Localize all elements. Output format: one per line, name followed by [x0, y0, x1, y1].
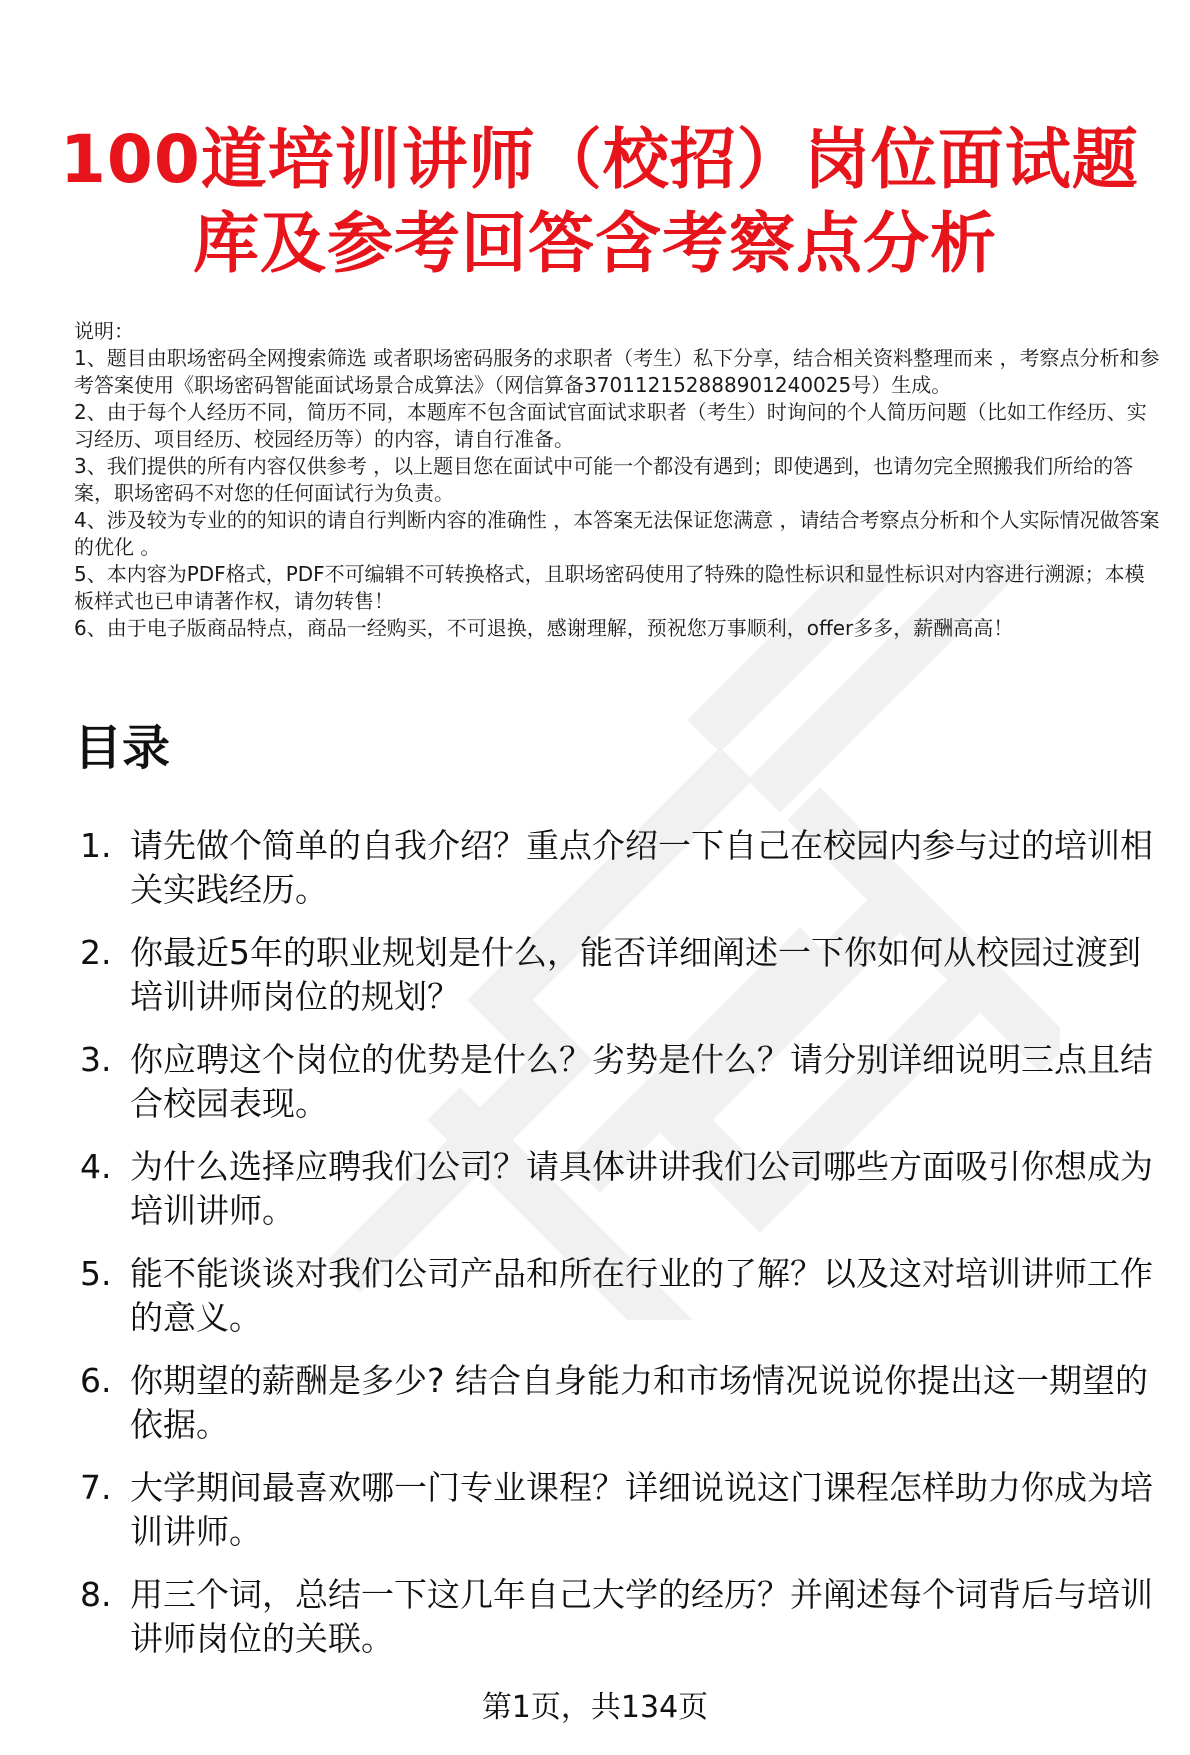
toc-item-5[interactable] [74, 1252, 1164, 1340]
toc-item-number: 1. [80, 826, 112, 865]
toc-item-number: 4. [80, 1147, 112, 1186]
toc-item-text: 用三个词，总结一下这几年自己大学的经历？并阐述每个词背后与培训讲师岗位的关联。 [130, 1575, 1153, 1658]
toc-item-text: 你期望的薪酬是多少? 结合自身能力和市场情况说说你提出这一期望的依据。 [130, 1361, 1149, 1444]
note-item-5: 5、本内容为PDF格式，PDF不可编辑不可转换格式，且职场密码使用了特殊的隐性标识和显性标识对内容进行溯源；本模板样式也已申请著作权，请勿转售！ [74, 562, 1145, 613]
toc-item-4[interactable] [74, 1145, 1164, 1233]
toc-item-text: 你最近5年的职业规划是什么，能否详细阐述一下你如何从校园过渡到培训讲师岗位的规划？ [130, 933, 1141, 1016]
page-footer: 第1页，共134页 [481, 1690, 709, 1725]
document-title [60, 118, 1139, 286]
toc-item-text: 大学期间最喜欢哪一门专业课程？详细说说这门课程怎样助力你成为培训讲师。 [130, 1468, 1153, 1551]
toc-item-number: 6. [80, 1361, 112, 1400]
toc-list [74, 824, 1164, 1680]
note-item-6: 6、由于电子版商品特点，商品一经购买，不可退换，感谢理解，预祝您万事顺利，offer多多，薪酬高高！ [74, 616, 1014, 640]
toc-item-6[interactable] [74, 1359, 1164, 1447]
toc-item-number: 5. [80, 1254, 112, 1293]
toc-heading: 目录 [74, 720, 171, 776]
toc-item-7[interactable] [74, 1466, 1164, 1554]
toc-item-text: 为什么选择应聘我们公司？请具体讲讲我们公司哪些方面吸引你想成为培训讲师。 [130, 1147, 1153, 1230]
note-item-2: 2、由于每个人经历不同，简历不同，本题库不包含面试官面试求职者（考生）时询问的个人简历问题（比如工作经历、实习经历、项目经历、校园经历等）的内容，请自行准备。 [74, 400, 1147, 451]
toc-item-text: 你应聘这个岗位的优势是什么？劣势是什么？请分别详细说明三点且结合校园表现。 [130, 1040, 1153, 1123]
notes-heading: 说明： [74, 319, 134, 343]
title-line-1: 100道培训讲师（校招）岗位面试题 [60, 121, 1139, 198]
toc-item-2[interactable] [74, 931, 1164, 1019]
note-item-1: 1、题目由职场密码全网搜索筛选 或者职场密码服务的求职者（考生）私下分享，结合相关资料整理而来 ，考察点分析和参考答案使用《职场密码智能面试场景合成算法》（网信算备370112152888901240025号）生成。 [74, 346, 1160, 397]
note-item-3: 3、我们提供的所有内容仅供参考 ，以上题目您在面试中可能一个都没有遇到；即使遇到，也请勿完全照搬我们所给的答案，职场密码不对您的任何面试行为负责。 [74, 454, 1134, 505]
toc-item-number: 7. [80, 1468, 112, 1507]
notes-section [74, 318, 1162, 642]
toc-item-number: 8. [80, 1575, 112, 1614]
toc-item-3[interactable] [74, 1038, 1164, 1126]
toc-item-1[interactable] [74, 824, 1164, 912]
note-item-4: 4、涉及较为专业的的知识的请自行判断内容的准确性 ，本答案无法保证您满意 ，请结合考察点分析和个人实际情况做答案的优化 。 [74, 508, 1160, 559]
toc-item-number: 3. [80, 1040, 112, 1079]
toc-item-text: 能不能谈谈对我们公司产品和所在行业的了解？以及这对培训讲师工作的意义。 [130, 1254, 1153, 1337]
title-line-2: 库及参考回答含考察点分析 [193, 205, 997, 282]
toc-item-number: 2. [80, 933, 112, 972]
toc-item-8[interactable] [74, 1573, 1164, 1661]
toc-item-text: 请先做个简单的自我介绍？重点介绍一下自己在校园内参与过的培训相关实践经历。 [130, 826, 1153, 909]
